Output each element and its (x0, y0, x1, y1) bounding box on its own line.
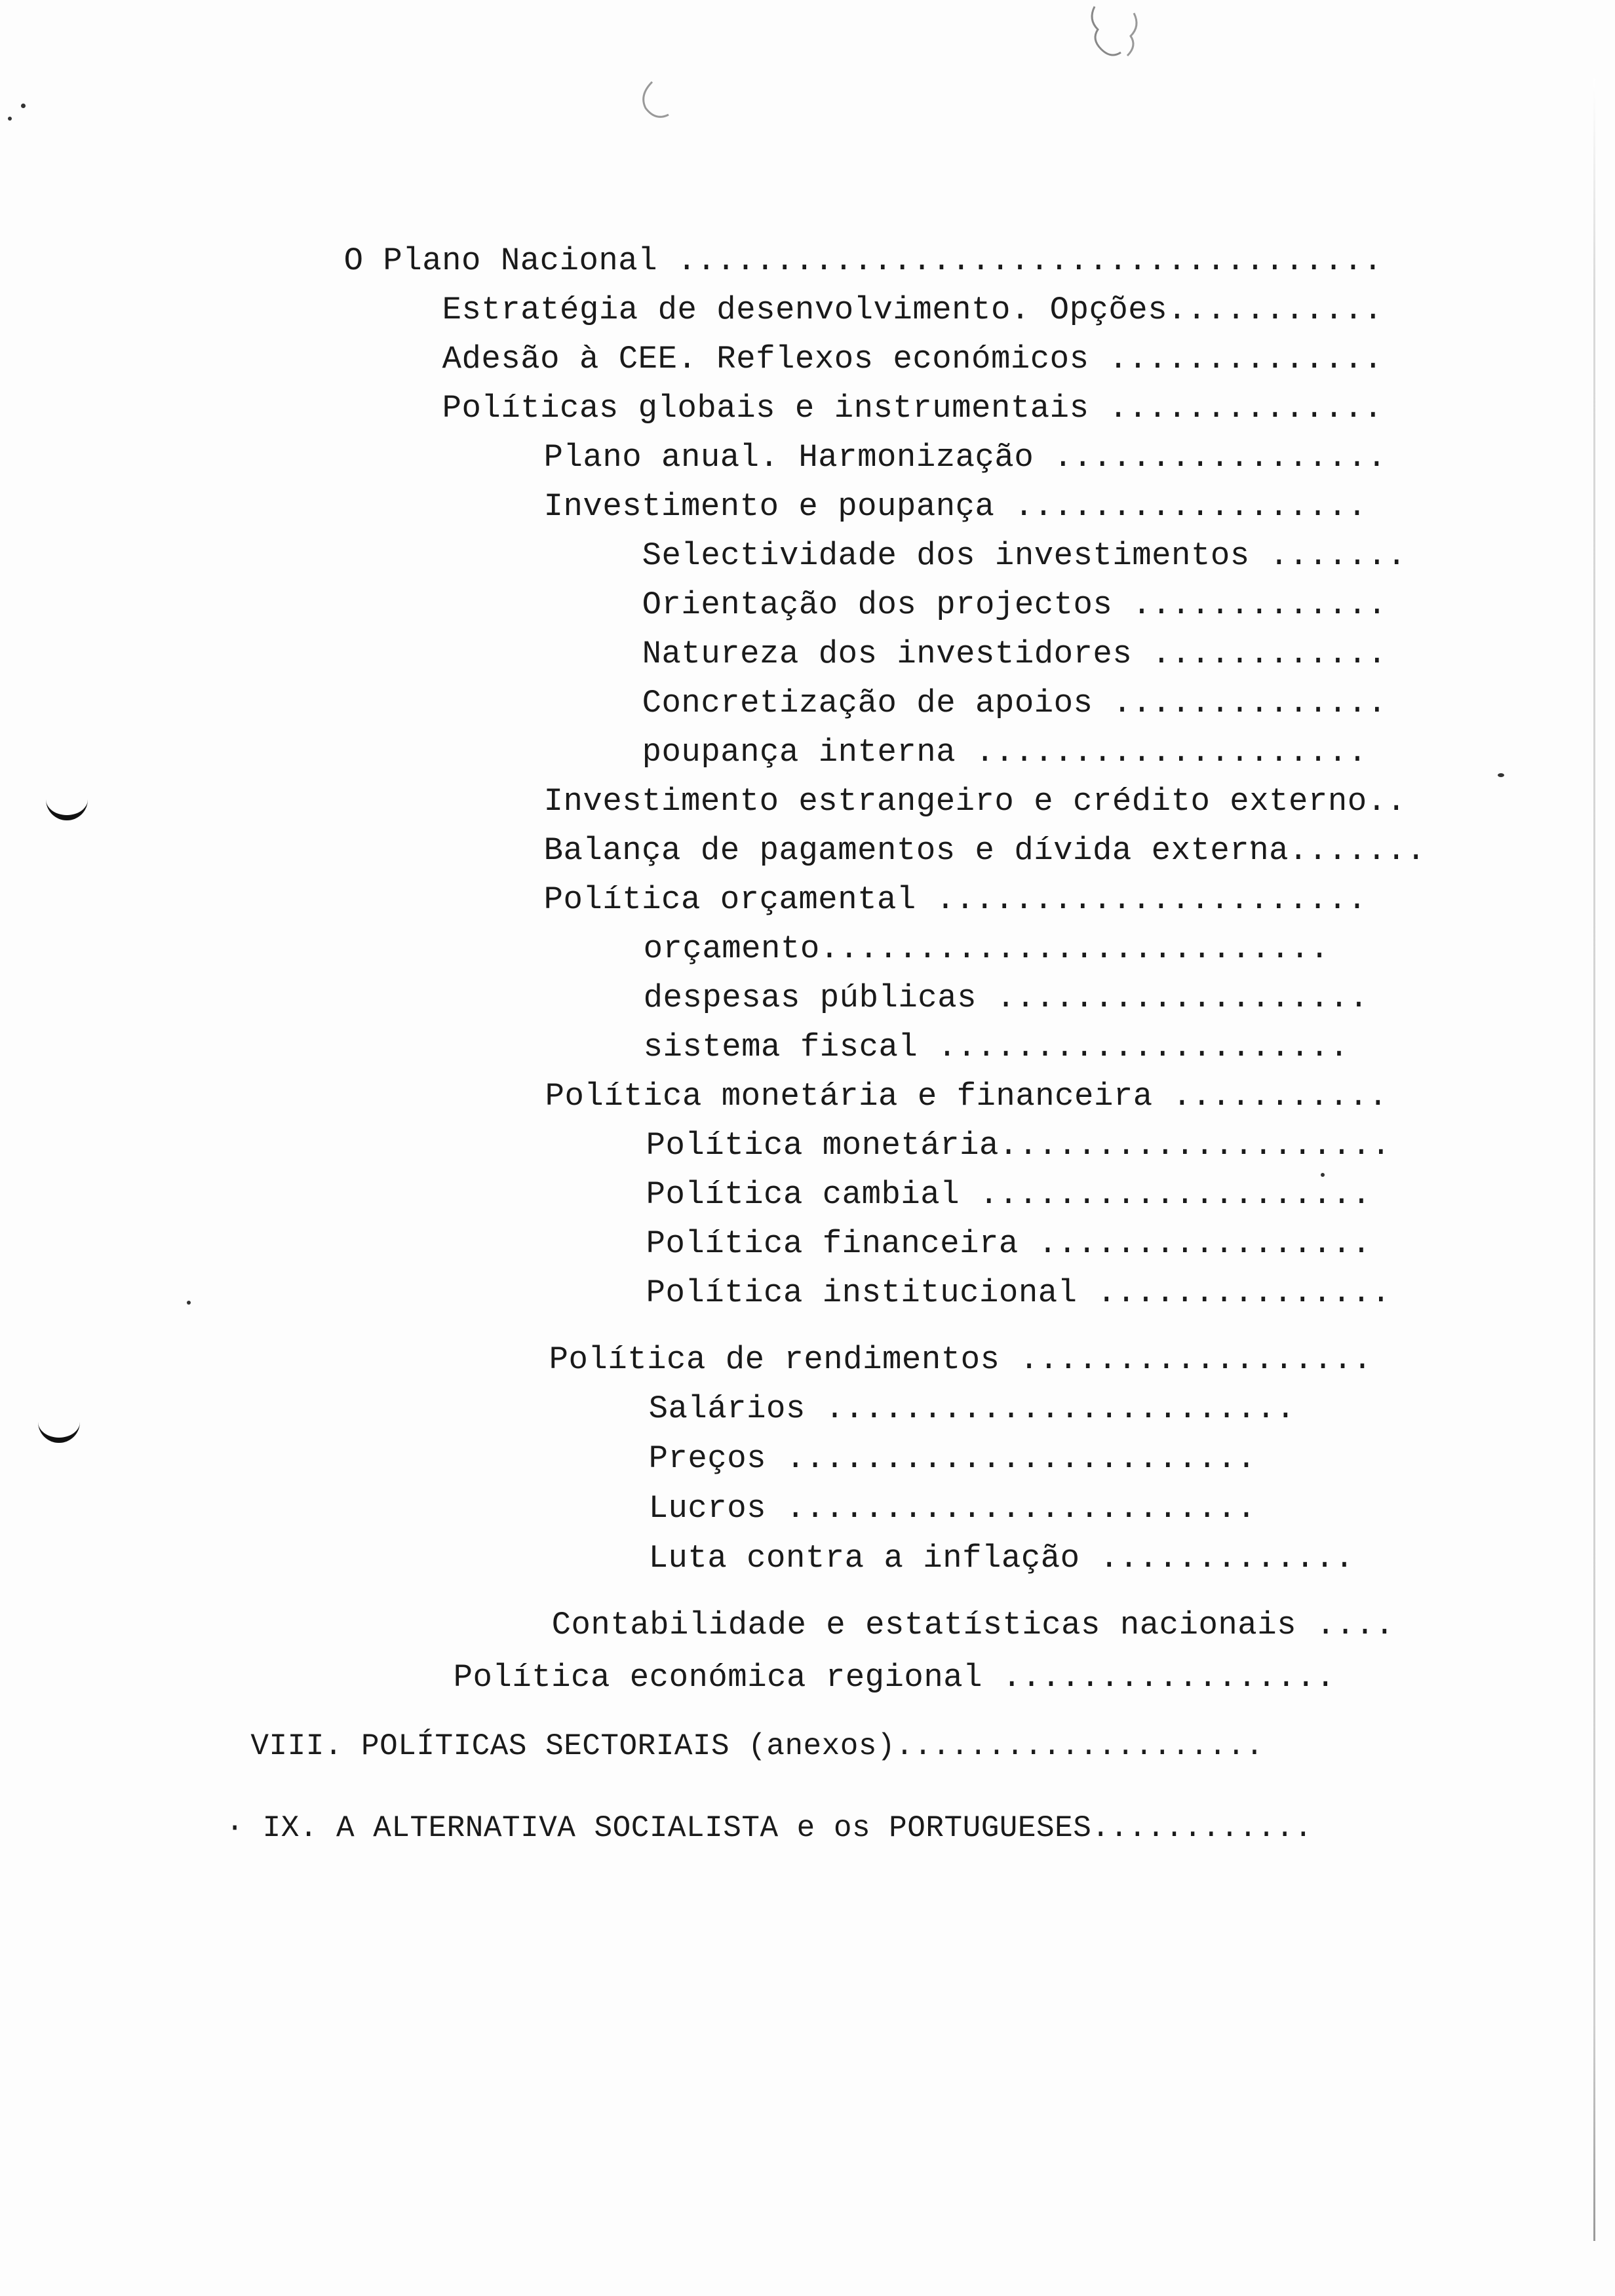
toc-entry-label: Luta contra a inflação (648, 1540, 1100, 1577)
toc-entry-label: Lucros (648, 1490, 786, 1527)
page-edge-shadow (1593, 79, 1595, 2241)
toc-entry-leader: ..................... (937, 1029, 1350, 1065)
toc-entry-leader: .................... (895, 1729, 1264, 1763)
toc-entry-label: Adesão à CEE. Reflexos económicos (442, 341, 1109, 377)
toc-entry-leader: ........... (1172, 1078, 1388, 1115)
toc-entry-leader: ........................ (785, 1490, 1256, 1527)
toc-entry-leader: .................. (1019, 1341, 1372, 1378)
toc-entry-label: Política monetária (646, 1127, 999, 1164)
toc-entry-leader: .... (1315, 1607, 1395, 1643)
toc-entry-label: Política institucional (646, 1274, 1097, 1311)
speck-top-left-2 (21, 104, 26, 108)
toc-entry-leader: ............... (1097, 1274, 1391, 1311)
toc-entry-leader: .................... (979, 1176, 1372, 1213)
toc-entry-label: Políticas globais e instrumentais (442, 390, 1109, 427)
toc-entry-leader: .................. (1014, 488, 1367, 525)
toc-entry-label: Salários (648, 1390, 825, 1427)
toc-entry-label: sistema fiscal (643, 1029, 938, 1065)
toc-entry-leader: ................. (1038, 1225, 1372, 1262)
toc-entry-label: Estratégia de desenvolvimento. Opções (442, 292, 1168, 328)
toc-entry-leader: ........... (1167, 292, 1384, 328)
toc-entry-leader: ........................ (825, 1390, 1296, 1427)
toc-entry-leader: ........................ (785, 1440, 1256, 1477)
toc-entry-label: Plano anual. Harmonização (543, 439, 1054, 476)
toc-entry-leader: .............. (1112, 685, 1388, 721)
toc-entry-leader: ............. (1099, 1540, 1355, 1577)
pencil-scribble-top (632, 75, 685, 128)
toc-entry-label: Política monetária e financeira (545, 1078, 1173, 1115)
speck (1498, 773, 1504, 777)
toc-entry-label: despesas públicas (643, 980, 996, 1016)
toc-entry-label: Balança de pagamentos e dívida externa. (543, 832, 1308, 869)
toc-entry-label: Orientação dos projectos (642, 586, 1133, 623)
toc-entry-label: Investimento e poupança (543, 488, 1015, 525)
toc-entry-label: Preços (648, 1440, 786, 1477)
toc-entry-leader: .................... (975, 734, 1368, 771)
toc-entry-label: Investimento estrangeiro e crédito externo (543, 783, 1367, 820)
toc-entry-label: Concretização de apoios (642, 685, 1113, 721)
toc-entry-leader: ....... (1269, 537, 1407, 574)
toc-entry-leader: ...................... (935, 881, 1367, 918)
speck-top-left (8, 117, 12, 121)
toc-entry-leader: ............ (1152, 636, 1388, 672)
toc-entry-leader: .................................... (677, 242, 1383, 279)
toc-entry-label: Selectividade dos investimentos (642, 537, 1270, 574)
toc-entry-leader: .......................... (819, 930, 1330, 967)
toc-entry-label: Contabilidade e estatísticas nacionais (551, 1607, 1316, 1643)
toc-entry-label: Política financeira (646, 1225, 1038, 1262)
toc-entry-label: Política orçamental (543, 881, 936, 918)
toc-entry-label: poupança interna (642, 734, 976, 771)
binder-hole-mark-lower (38, 1415, 80, 1443)
toc-entry-leader: ............. (1132, 586, 1388, 623)
speck (187, 1301, 191, 1305)
toc-entry-leader: ................. (1053, 439, 1387, 476)
toc-entry-leader: ............ (1091, 1811, 1313, 1845)
binder-hole-mark-upper (46, 793, 88, 820)
toc-section-entry (152, 1769, 1313, 1887)
toc-entry-leader: .. (1367, 783, 1407, 820)
toc-entry-leader: .................... (998, 1127, 1391, 1164)
toc-entry-leader: .............. (1108, 390, 1384, 427)
toc-entry-leader: ................... (996, 980, 1369, 1016)
pencil-scribble-top-right (1081, 0, 1160, 72)
toc-entry-label: O Plano Nacional (343, 242, 678, 279)
toc-entry-label: Política económica regional (453, 1659, 1002, 1696)
toc-entry-label: VIII. POLÍTICAS SECTORIAIS (anexos) (250, 1729, 896, 1763)
toc-entry-label: Política de rendimentos (549, 1341, 1020, 1378)
toc-entry-label: orçamento (643, 930, 820, 967)
toc-entry-label: · IX. A ALTERNATIVA SOCIALISTA e os PORTUGUESES (225, 1811, 1092, 1845)
toc-entry-leader: .............. (1108, 341, 1384, 377)
toc-entry-label: Política cambial (646, 1176, 980, 1213)
toc-entry-leader: ................. (1002, 1659, 1336, 1696)
toc-entry-label: Natureza dos investidores (642, 636, 1152, 672)
toc-entry-leader: ...... (1308, 832, 1426, 869)
